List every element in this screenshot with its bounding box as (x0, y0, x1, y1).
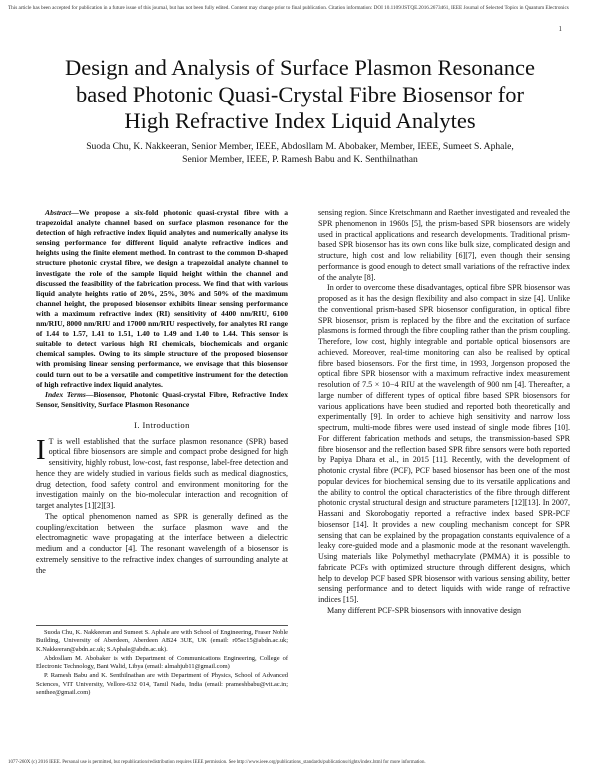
author-list (40, 140, 560, 166)
top-notice: This article has been accepted for publication in a future issue of this journal, but has not been fully edited. Content may change prior to final publication. Citation information: DOI 10.1109/JSTQE.2016.2673461, IEEE Journal of Selected Topics in Quantum Electronics (8, 5, 569, 11)
index-terms-text: —Biosensor, Photonic Quasi-crystal Fibre, Refractive Index Sensor, Sensitivity, Surface Plasmon Resonance (36, 389, 289, 409)
body-paragraph: sensing region. Since Kretschmann and Raether investigated and revealed the SPR phenomenon in 1960s [5], the prism-based SPR biosensors are widely used in practical applications and research developments. Traditional prism-based SPR biosensor has its own cons like bulk size, complicated design and structure, high cost and low reliability [6][7], even though their sensing performance is good enough to detect small variations of the refractive index of the analyte [8]. (318, 208, 570, 282)
body-paragraph: Many different PCF-SPR biosensors with innovative design (327, 605, 522, 615)
intro-paragraph-1-text: T is well established that the surface plasmon resonance (SPR) based optical fibre biosensors are simple and compact probe designed for high sensitivity, highly robust, low-cost, fast response, label-free detection and hence they are widely studied in various fields such as medical diagnostics, drug detection, food safety control and environment monitoring for the investigation mainly on the bio-molecular interaction and recognition of target analytes [1][2][3]. (36, 436, 288, 511)
bottom-notice: 1077-260X (c) 2016 IEEE. Personal use is permitted, but republication/redistribution requires IEEE permission. See http://www.ieee.org/publications_standards/publications/rights/index.html for more information. (8, 760, 426, 765)
abstract-text: —We propose a six-fold photonic quasi-crystal fibre with a trapezoidal analyte channel based on surface plasmon resonance for the detection of high refractive index liquid analytes and numerically analyse its sensing performance for different liquid analyte refractive indices and heights using the finite element method. In contrast to the common D-shaped structure photonic crystal fibre, we design a trapezoidal analyte channel to investigate the role of the sample liquid height within the channel and discussed the feasibility of the fabrication process. We find that with various liquid analyte heights ratio of 20%, 25%, 30% and 50% of the maximum channel height, the proposed biosensor exhibits linear sensing performance with a maximum refractive index (RI) sensitivity of 4400 nm/RIU, 6100 nm/RIU, 8000 nm/RIU and 17000 nm/RIU respectively, for analytes RI range of 1.44 to 1.57, 1.41 to 1.51, 1.40 to 1.49 and 1.40 to 1.44. This sensor is suitable to detect various high RI chemicals, biochemicals and organic chemical samples. Owing to its simple structure of the proposed biosensor with promising linear sensing performance, we envisage that this biosensor could turn out to be a versatile and competitive instrument for the detection of high refractive index liquid analytes. (36, 208, 288, 389)
footnote: Suoda Chu, K. Nakkeeran and Sumeet S. Aphale are with School of Engineering, Fraser Noble Building, University of Aberdeen, Aberdeen AB24 3UE, UK (email: r05sc15@abdn.ac.uk; K.Nakkeeran@abdn.ac.uk; S.Aphale@abdn.ac.uk). (36, 629, 288, 653)
abstract (36, 208, 288, 390)
author-line: Suoda Chu, K. Nakkeeran, Senior Member, IEEE, Abdosllam M. Abobaker, Member, IEEE, Sumeet S. Aphale, (86, 141, 514, 152)
intro-paragraph-2: The optical phenomenon named as SPR is generally defined as the coupling/excitation between the surface plasmon wave and the electromagnetic wave propagating at the interface between a dielectric medium and a conductor [4]. The resonant wavelength of a biosensor is extremely sensitive to the refractive index changes of surrounding analyte at the (36, 511, 288, 575)
page-number: 1 (558, 25, 562, 33)
title-line: High Refractive Index Liquid Analytes (124, 108, 476, 133)
body-paragraph: In order to overcome these disadvantages, optical fibre SPR biosensor was proposed as it has the design flexibility and also compact in size [4]. Unlike the conventional prism-based SPR biosensor configuration, in optical fibre SPR biosensor, prism is replaced by the fibre and the excitation of surface plasmons is formed through the fibre coupling rather than the prism coupling. Therefore, low cost, highly integrable and portable optical biosensors are achieved. Moreover, real-time monitoring can also be realised by optical fibre based biosensors. For the first time, in 1993, Jorgenson proposed the optical fibre SPR biosensor with a maximum refractive index measurement resolution of 7.5 × 10−4 RIU at the wavelength of 900 nm [4]. Thereafter, a large number of different types of optical fibre based SPR biosensors for various applications have been studied and reported both theoretically and experimentally [9]. In order to achieve high sensitivity and narrow loss spectrum, multi-mode fibres were used instead of single mode fibres [10]. For different fabrication methods and setups, the transmission-based SPR fibre biosensor and the reflection based SPR fibre sensors were both reported by Papiya Dhara et al., in 2015 [11]. Recently, with the development of photonic crystal fibre (PCF), PCF based biosensor has been one of the most popular devices for biochemical sensing due to its versatile applications and the ability to control the optical characteristics of the fibre through different photonic crystal structural design and structure parameters [12][13]. In 2007, Hassani and Skorobogatiy reported a refractive index based SPR-PCF biosensor [14]. It provides a new coupling mechanism concept for SPR sensing that can be explained by the propagation constants equivalence of a leaky core-guided mode and a plasmonic mode at the resonant wavelength. Using materials like Polymethyl methacrylate (PMMA) it is possible to fabricate PCFs with optimized structure through different designs, which help to develop PCF based SPR biosensor with various sensing ability, better sensing performance and to detect liquids with wide range of refractive indices [15]. (318, 283, 570, 604)
left-column (36, 208, 288, 576)
footnote: P. Ramesh Babu and K. Senthilnathan are with Department of Physics, School of Advanced Sciences, VIT University, Vellore-632 014, Tamil Nadu, India (email: prameshbabu@vit.ac.in; senthee@gmail.com) (36, 672, 288, 697)
drop-cap: I (36, 433, 46, 466)
title-line: Design and Analysis of Surface Plasmon Resonance (65, 55, 535, 80)
title-line: based Photonic Quasi-Crystal Fibre Biosensor for (75, 81, 525, 107)
abstract-lead: Abstract (45, 208, 72, 217)
footnote: Abdosllam M. Abobaker is with Department of Communications Engineering, College of Electronic Technology, Bani Walid, Libya (email: almahjub11@gmail.com) (36, 654, 288, 671)
author-line: Senior Member, IEEE, P. Ramesh Babu and K. Senthilnathan (182, 154, 418, 165)
intro-paragraph-1 (36, 433, 288, 512)
paper-title (20, 55, 580, 135)
index-terms-lead: Index Terms (45, 389, 86, 399)
section-heading: I. Introduction (134, 419, 190, 430)
index-terms (36, 390, 288, 410)
right-column (318, 208, 570, 617)
author-footnotes (36, 625, 288, 698)
